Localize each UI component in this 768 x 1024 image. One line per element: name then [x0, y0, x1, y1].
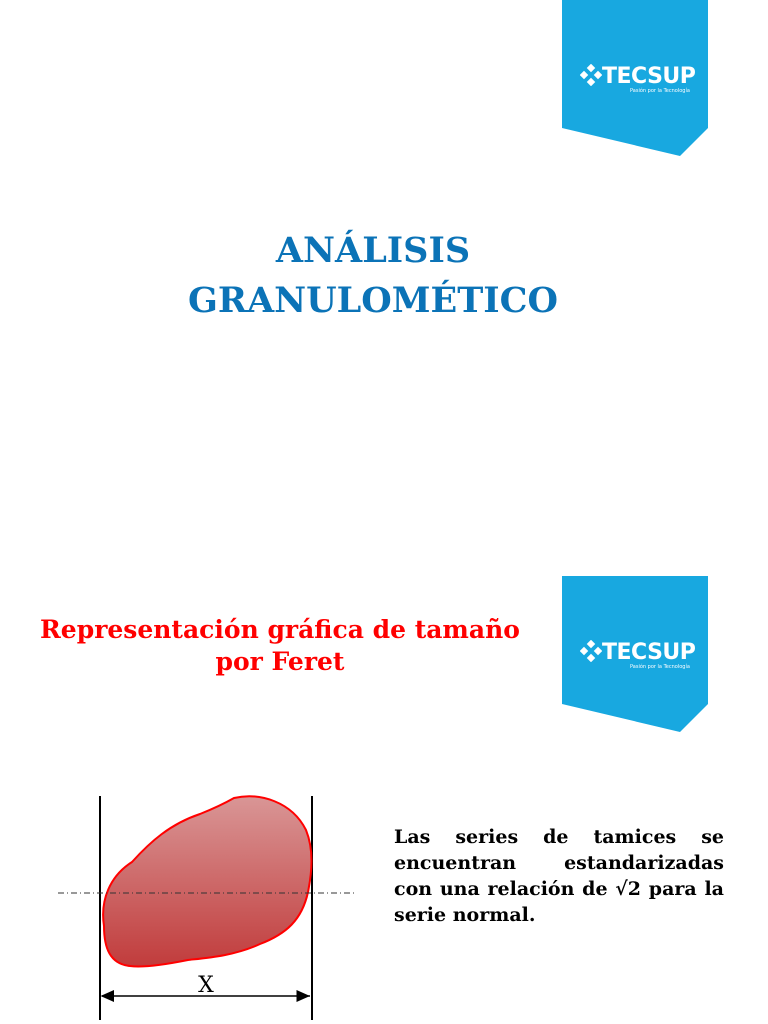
particle-shape: [103, 796, 311, 966]
dimension-label-x: X: [198, 973, 214, 998]
logo-wordmark: TECSUP: [602, 64, 696, 89]
tecsup-logo: [562, 0, 708, 156]
slide-feret: [0, 512, 768, 1024]
tecsup-emblem-icon: [580, 64, 602, 86]
body-paragraph: Las series de tamices se encuentran estandarizadas con una relación de √2 para la serie normal.: [394, 826, 724, 926]
title-line-1: ANÁLISIS: [275, 230, 471, 271]
tecsup-logo: [562, 576, 708, 732]
section-title-line-1: Representación gráfica de tamaño: [40, 615, 520, 644]
page-title: [0, 226, 746, 326]
feret-diameter-diagram: [48, 788, 368, 1024]
title-line-2: GRANULOMÉTICO: [188, 280, 558, 321]
logo-wordmark: TECSUP: [602, 640, 696, 665]
tecsup-emblem-icon: [580, 640, 602, 662]
section-title-line-2: por Feret: [215, 647, 345, 676]
logo-tagline: Pasión por la Tecnología: [630, 664, 690, 670]
section-title: [20, 614, 540, 678]
logo-tagline: Pasión por la Tecnología: [630, 88, 690, 94]
